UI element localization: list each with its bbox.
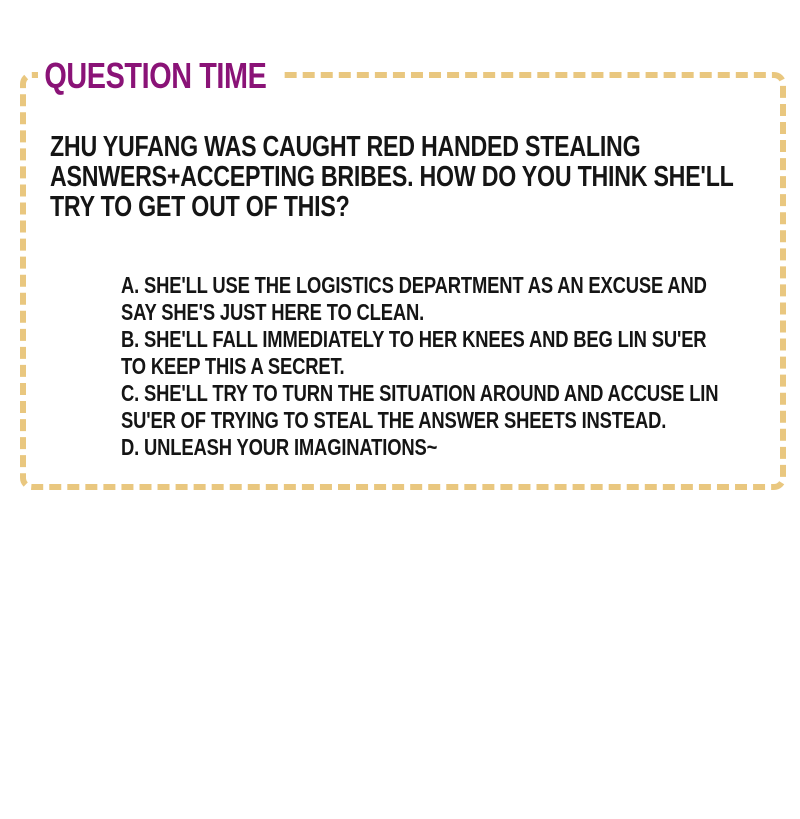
option-item-c — [121, 380, 718, 434]
question-text — [50, 132, 734, 222]
panel-title: QUESTION TIME — [38, 56, 279, 96]
option-line: SAY SHE'S JUST HERE TO CLEAN. — [121, 299, 425, 325]
question-line: TRY TO GET OUT OF THIS? — [50, 191, 350, 223]
option-item-d — [121, 434, 718, 461]
option-item-b — [121, 326, 718, 380]
option-line: B. SHE'LL FALL IMMEDIATELY TO HER KNEES AND BEG LIN SU'ER — [121, 326, 707, 352]
option-line: A. SHE'LL USE THE LOGISTICS DEPARTMENT AS AN EXCUSE AND — [121, 272, 707, 298]
option-line: TO KEEP THIS A SECRET. — [121, 353, 345, 379]
option-line: C. SHE'LL TRY TO TURN THE SITUATION AROUND AND ACCUSE LIN — [121, 380, 719, 406]
option-item-a — [121, 272, 718, 326]
option-line: SU'ER OF TRYING TO STEAL THE ANSWER SHEETS INSTEAD. — [121, 407, 667, 433]
question-line: ZHU YUFANG WAS CAUGHT RED HANDED STEALING — [50, 131, 641, 163]
option-line: D. UNLEASH YOUR IMAGINATIONS~ — [121, 434, 438, 460]
question-line: ASNWERS+ACCEPTING BRIBES. HOW DO YOU THINK SHE'LL — [50, 161, 734, 193]
options-list — [121, 272, 718, 461]
